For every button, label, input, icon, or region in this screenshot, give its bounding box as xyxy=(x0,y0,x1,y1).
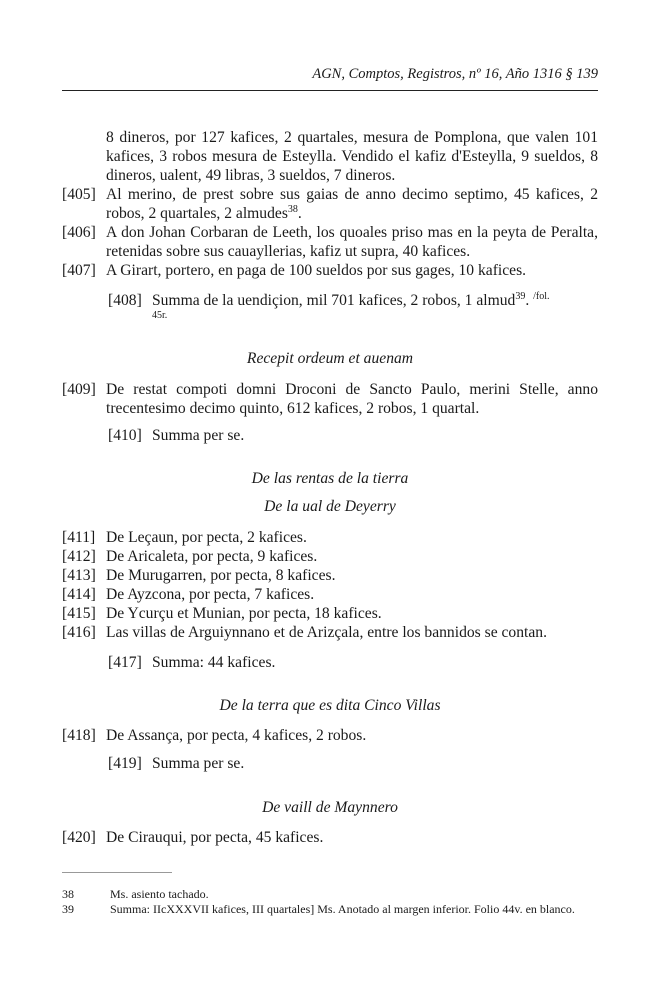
entry-text: De Ycurçu et Munian, por pecta, 18 kafices. xyxy=(106,605,382,622)
entry-text: 8 dineros, por 127 kafices, 2 quartales, mesura de Pomplona, que valen 101 kafices, 3 robos mesura de Esteylla. Vendido el kafiz d'Esteylla, 9 sueldos, 8 dineros, ualent, 49 libras, 3 sueldos, 7 dineros. xyxy=(106,129,598,184)
entry-413 xyxy=(62,566,598,585)
entry-419 xyxy=(108,754,598,773)
entry-text: A don Johan Corbaran de Leeth, los quoales priso mas en la peyta de Peralta, retenidas sobre sus cauayllerias, kafiz ut supra, 40 kafices. xyxy=(106,224,598,260)
entry-text: De restat compoti domni Droconi de Sancto Paulo, merini Stelle, anno trecentesimo decimo quinto, 612 kafices, 2 robos, 1 quartal. xyxy=(106,381,598,417)
section-heading-cinco-villas: De la terra que es dita Cinco Villas xyxy=(219,697,441,714)
entry-number: [418] xyxy=(62,727,96,744)
entry-text: A Girart, portero, en paga de 100 sueldos por sus gages, 10 kafices. xyxy=(106,262,527,279)
entry-text: De Assança, por pecta, 4 kafices, 2 robos. xyxy=(106,727,367,744)
footnote-ref[interactable]: 38 xyxy=(287,203,298,215)
entry-420 xyxy=(62,828,598,847)
section-heading-rentas: De las rentas de la tierra xyxy=(251,470,409,487)
entry-number: [408] xyxy=(108,292,142,309)
footnote-number: 38 xyxy=(62,887,74,901)
entry-414 xyxy=(62,585,598,604)
entry-text: Summa: 44 kafices. xyxy=(152,654,276,671)
entry-number: [419] xyxy=(108,755,142,772)
footnote-38 xyxy=(62,887,598,902)
header-rule xyxy=(62,90,598,91)
folio-mark: /fol. xyxy=(533,290,550,302)
footnote-number: 39 xyxy=(62,902,74,916)
entry-411 xyxy=(62,528,598,547)
folio-number: 45r. xyxy=(152,310,168,321)
entry-number: [406] xyxy=(62,224,96,241)
entry-406 xyxy=(62,223,598,261)
entry-412 xyxy=(62,547,598,566)
entry-text: De Leçaun, por pecta, 2 kafices. xyxy=(106,529,307,546)
entry-409 xyxy=(62,380,598,418)
section-heading-recepit: Recepit ordeum et auenam xyxy=(246,350,414,367)
section-heading-deyerry: De la ual de Deyerry xyxy=(264,498,396,515)
entry-number: [407] xyxy=(62,262,96,279)
footnote-text: Summa: IIcXXXVII kafices, III quartales] Ms. Anotado al margen inferior. Folio 44v. en blanco. xyxy=(110,902,575,916)
entry-number: [414] xyxy=(62,586,96,603)
entry-number: [405] xyxy=(62,186,96,203)
footnote-ref[interactable]: 39 xyxy=(515,290,526,302)
entry-number: [409] xyxy=(62,381,96,398)
entry-415 xyxy=(62,604,598,623)
running-header: AGN, Comptos, Registros, nº 16, Año 1316 § 139 xyxy=(312,66,598,82)
entry-text: Al merino, de prest sobre sus gaias de anno decimo septimo, 45 kafices, 2 robos, 2 quartales, 2 almudes xyxy=(106,186,598,222)
entry-416 xyxy=(62,623,598,642)
entry-text: Summa de la uendiçion, mil 701 kafices, 2 robos, 1 almud xyxy=(152,292,516,309)
footnote-39 xyxy=(62,902,598,917)
entry-text: Las villas de Arguiynnano et de Arizçala, entre los bannidos se contan. xyxy=(106,624,547,641)
entry-tail: . xyxy=(525,292,534,309)
entry-text: De Ayzcona, por pecta, 7 kafices. xyxy=(106,586,315,603)
entry-tail: . xyxy=(297,205,302,222)
entry-418 xyxy=(62,726,598,745)
entry-405 xyxy=(62,185,598,223)
entry-text: De Aricaleta, por pecta, 9 kafices. xyxy=(106,548,318,565)
entry-417 xyxy=(108,653,598,672)
entry-number: [413] xyxy=(62,567,96,584)
footnote-rule xyxy=(62,872,172,873)
entry-text: Summa per se. xyxy=(152,427,245,444)
entry-408 xyxy=(108,290,598,321)
section-heading-maynnero: De vaill de Maynnero xyxy=(262,799,398,816)
entry-number: [412] xyxy=(62,548,96,565)
entry-text: Summa per se. xyxy=(152,755,245,772)
entry-text: De Murugarren, por pecta, 8 kafices. xyxy=(106,567,336,584)
entry-text: De Cirauqui, por pecta, 45 kafices. xyxy=(106,829,324,846)
entry-number: [411] xyxy=(62,529,96,546)
entry-number: [417] xyxy=(108,654,142,671)
entry-number: [415] xyxy=(62,605,96,622)
entry-continuation xyxy=(62,128,598,185)
entry-number: [420] xyxy=(62,829,96,846)
entry-407 xyxy=(62,261,598,280)
entry-number: [410] xyxy=(108,427,142,444)
entry-number: [416] xyxy=(62,624,96,641)
entry-410 xyxy=(108,426,598,445)
footnote-text: Ms. asiento tachado. xyxy=(110,887,209,901)
